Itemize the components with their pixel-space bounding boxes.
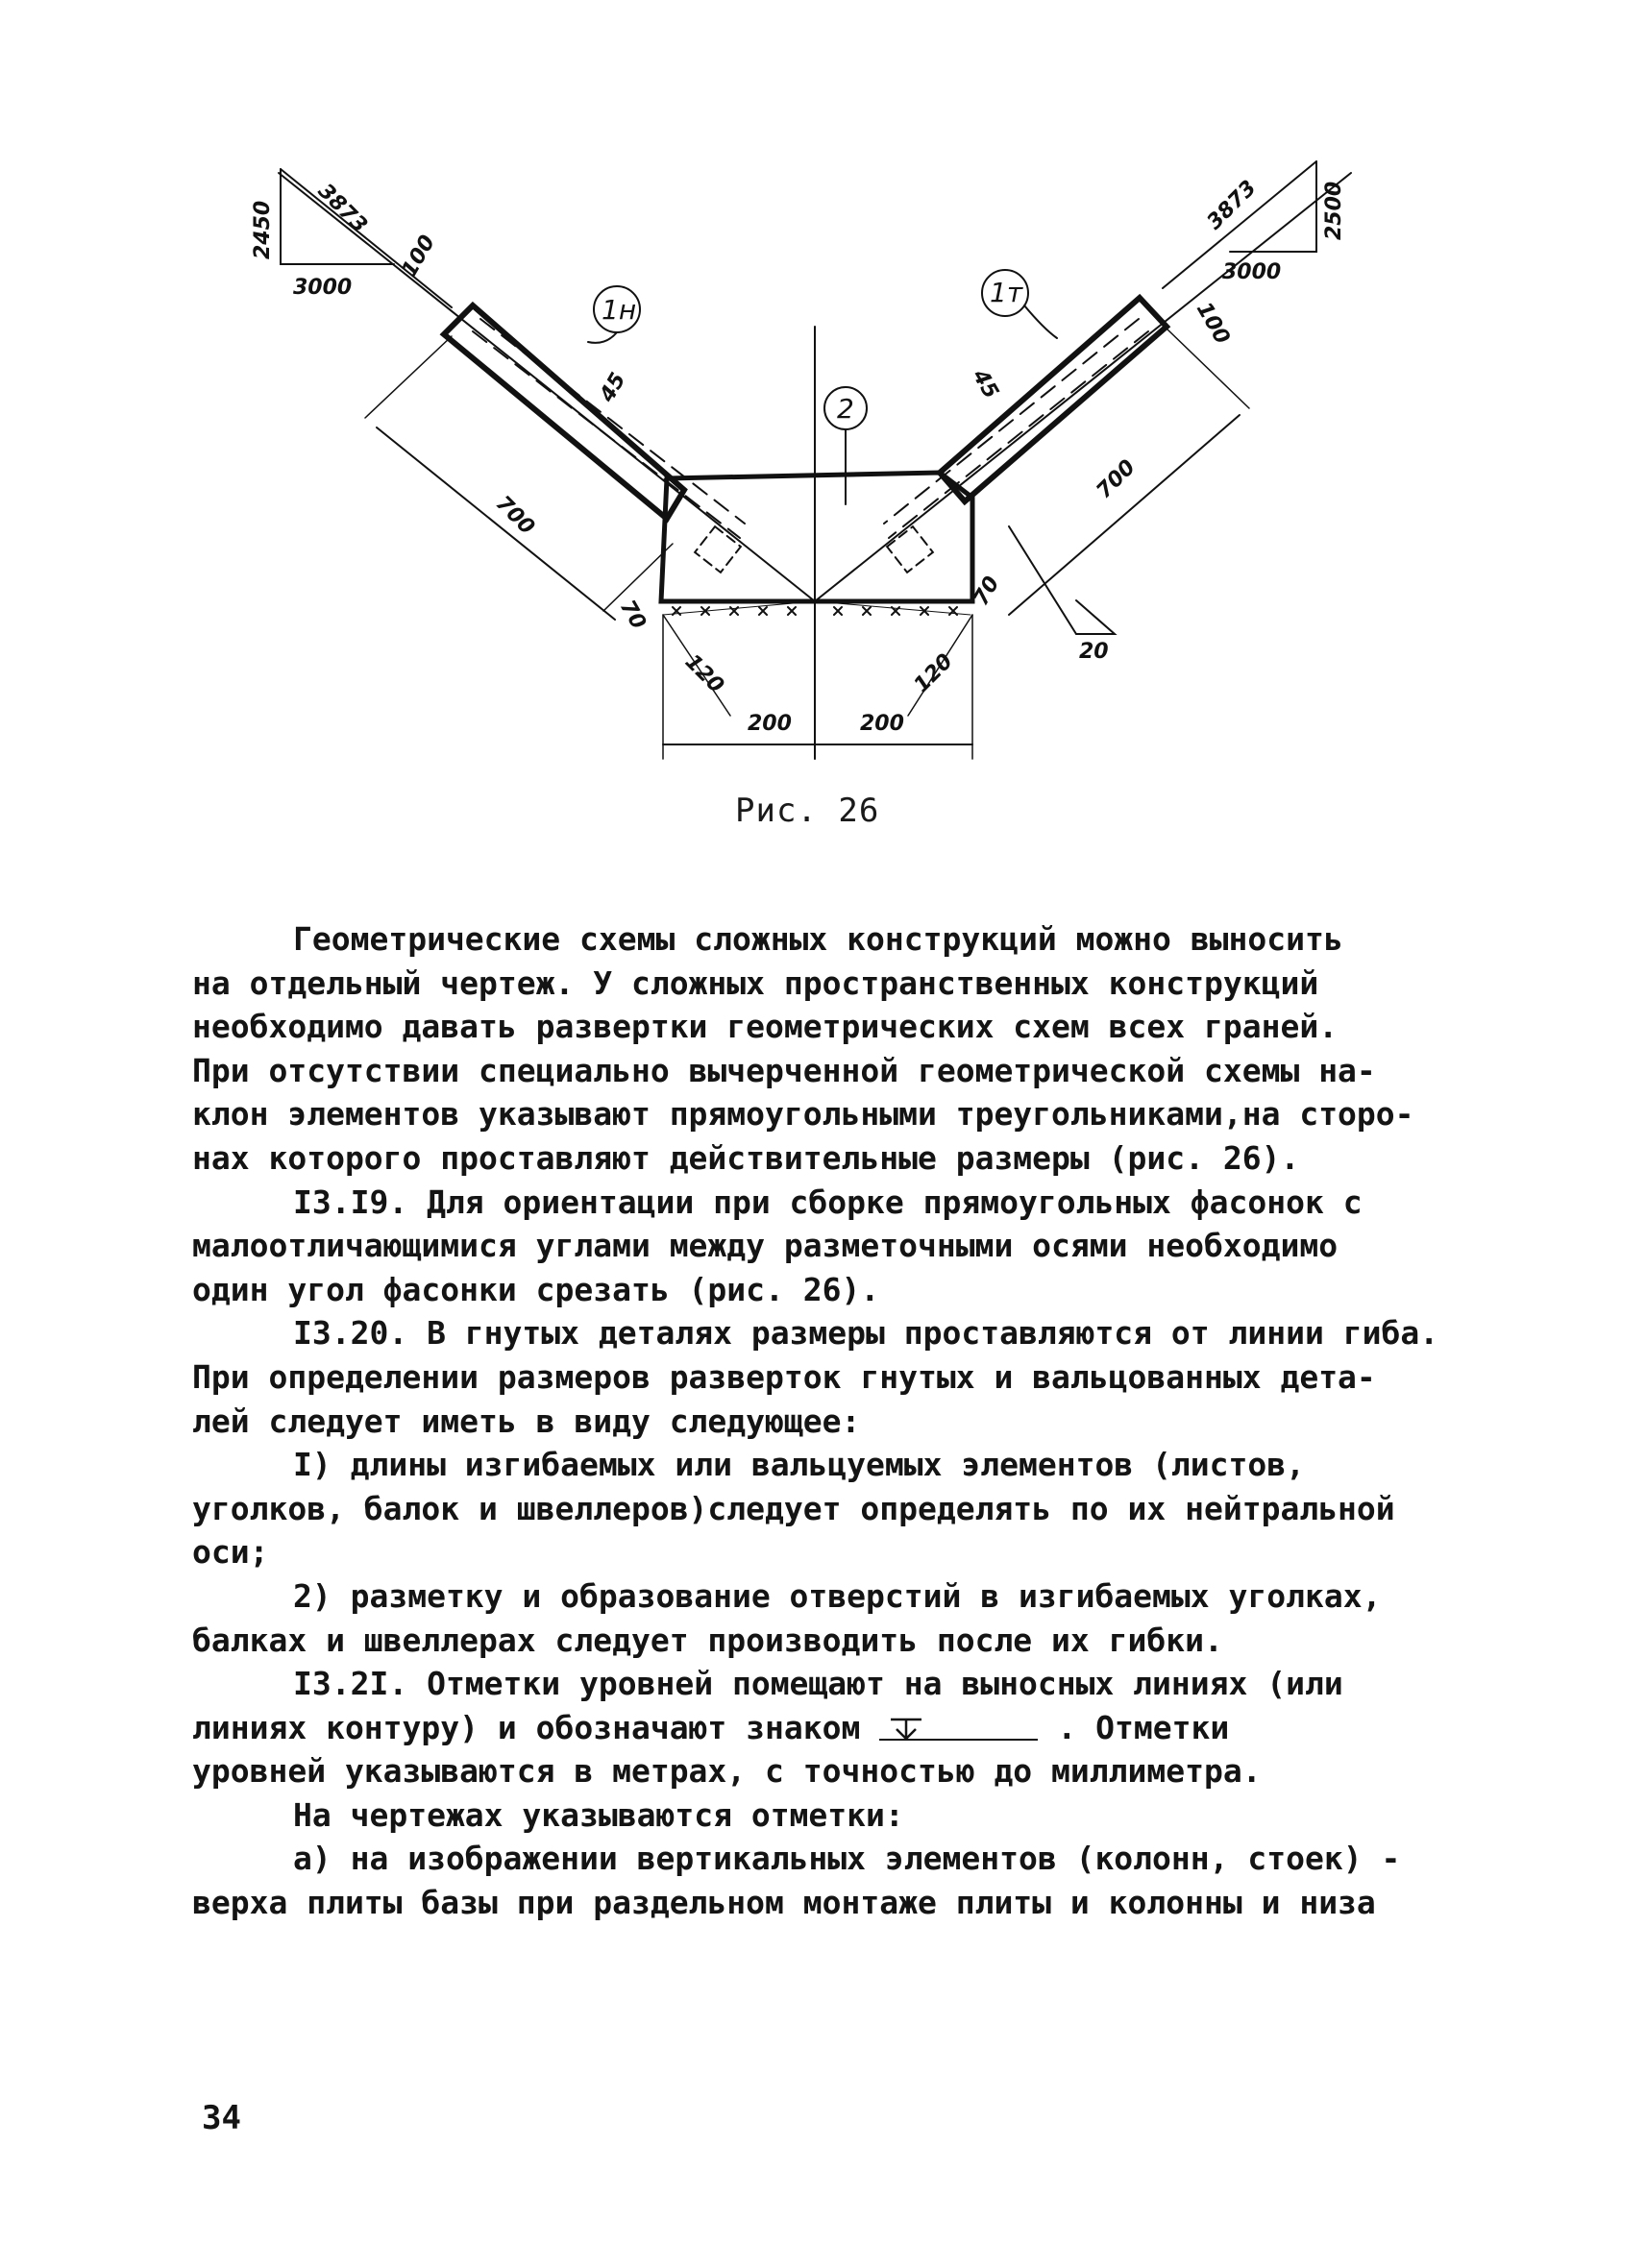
text-line: необходимо давать развертки геометрических схем всех граней. bbox=[192, 1008, 1339, 1046]
text-line: лей следует иметь в виду следующее: bbox=[192, 1402, 861, 1440]
text-line: один угол фасонки срезать (рис. 26). bbox=[192, 1270, 880, 1308]
text-line: балках и швеллерах следует производить после их гибки. bbox=[192, 1621, 1223, 1659]
callout-right-label: 1т bbox=[990, 277, 1023, 308]
figure-caption: Рис. 26 bbox=[735, 792, 880, 830]
right-member-axis-ext bbox=[815, 173, 1351, 601]
truss-node-drawing bbox=[0, 0, 1646, 768]
text-line: малоотличающимися углами между разметочными осями необходимо bbox=[192, 1227, 1339, 1265]
dim-right-120: 120 bbox=[909, 649, 958, 698]
gusset-plate bbox=[661, 473, 972, 601]
text-line: на отдельный чертеж. У сложных пространственных конструкций bbox=[192, 963, 1319, 1002]
text-line: уровней указываются в метрах, с точностью до миллиметра. bbox=[192, 1752, 1262, 1791]
dim-right-slope-horiz: 3000 bbox=[1222, 260, 1282, 284]
dim-left-700: 700 bbox=[490, 491, 539, 540]
dim-left-45: 45 bbox=[595, 368, 631, 406]
dim-left-slope-hyp: 3873 bbox=[312, 179, 372, 238]
text-line: уголков, балок и швеллеров)следует определять по их нейтральной bbox=[192, 1489, 1395, 1527]
text-line: оси; bbox=[192, 1533, 269, 1572]
text-line: I3.20. В гнутых деталях размеры проставляются от линии гиба. bbox=[293, 1314, 1439, 1353]
text-line: При определении размеров разверток гнутых и вальцованных дета- bbox=[192, 1357, 1376, 1396]
body-text bbox=[192, 917, 1480, 1925]
dim-right-200: 200 bbox=[860, 712, 904, 736]
dim-left-slope-vert: 2450 bbox=[251, 200, 275, 259]
text-line: нах которого проставляют действительные размеры (рис. 26). bbox=[192, 1138, 1300, 1177]
level-mark-icon bbox=[879, 1716, 1038, 1744]
dim-right-slope-vert: 2500 bbox=[1322, 181, 1346, 240]
text-fragment: . Отметки bbox=[1057, 1708, 1230, 1746]
dim-weld-20: 20 bbox=[1079, 640, 1109, 664]
text-line-with-level-sign bbox=[192, 1706, 1480, 1750]
text-line: Геометрические схемы сложных конструкций можно выносить bbox=[293, 920, 1343, 958]
text-fragment: линиях контуру) и обозначают знаком bbox=[192, 1708, 861, 1746]
text-line: верха плиты базы при раздельном монтаже плиты и колонны и низа bbox=[192, 1884, 1376, 1922]
text-line: На чертежах указываются отметки: bbox=[293, 1795, 904, 1834]
page-number: 34 bbox=[202, 2099, 241, 2137]
text-line: При отсутствии специально вычерченной геометрической схемы на- bbox=[192, 1051, 1376, 1089]
dim-right-70: 70 bbox=[969, 572, 1005, 610]
dim-right-width: 100 bbox=[1191, 298, 1235, 349]
dim-right-slope-hyp: 3873 bbox=[1202, 176, 1262, 235]
text-line: клон элементов указывают прямоугольными треугольниками,на сторо- bbox=[192, 1095, 1414, 1134]
dim-left-120: 120 bbox=[679, 649, 728, 698]
dim-right-45: 45 bbox=[967, 365, 1003, 403]
dim-left-slope-horiz: 3000 bbox=[293, 276, 353, 300]
dim-right-700: 700 bbox=[1092, 455, 1141, 504]
dim-left-70: 70 bbox=[614, 596, 651, 634]
left-member-axis-ext bbox=[279, 173, 815, 601]
text-line: I) длины изгибаемых или вальцуемых элементов (листов, bbox=[293, 1446, 1305, 1484]
text-line: 2) разметку и образование отверстий в изгибаемых уголках, bbox=[293, 1576, 1382, 1615]
callout-left-label: 1н bbox=[602, 294, 637, 326]
weld-triangle bbox=[1076, 600, 1115, 634]
dim-left-width: 100 bbox=[397, 231, 441, 281]
text-line: а) на изображении вертикальных элементов (колонн, стоек) - bbox=[293, 1840, 1401, 1878]
text-line: I3.I9. Для ориентации при сборке прямоугольных фасонок с bbox=[293, 1183, 1363, 1221]
dim-left-200: 200 bbox=[748, 712, 792, 736]
text-line: I3.2I. Отметки уровней помещают на выносных линиях (или bbox=[293, 1665, 1343, 1703]
callout-center-label: 2 bbox=[837, 393, 854, 425]
